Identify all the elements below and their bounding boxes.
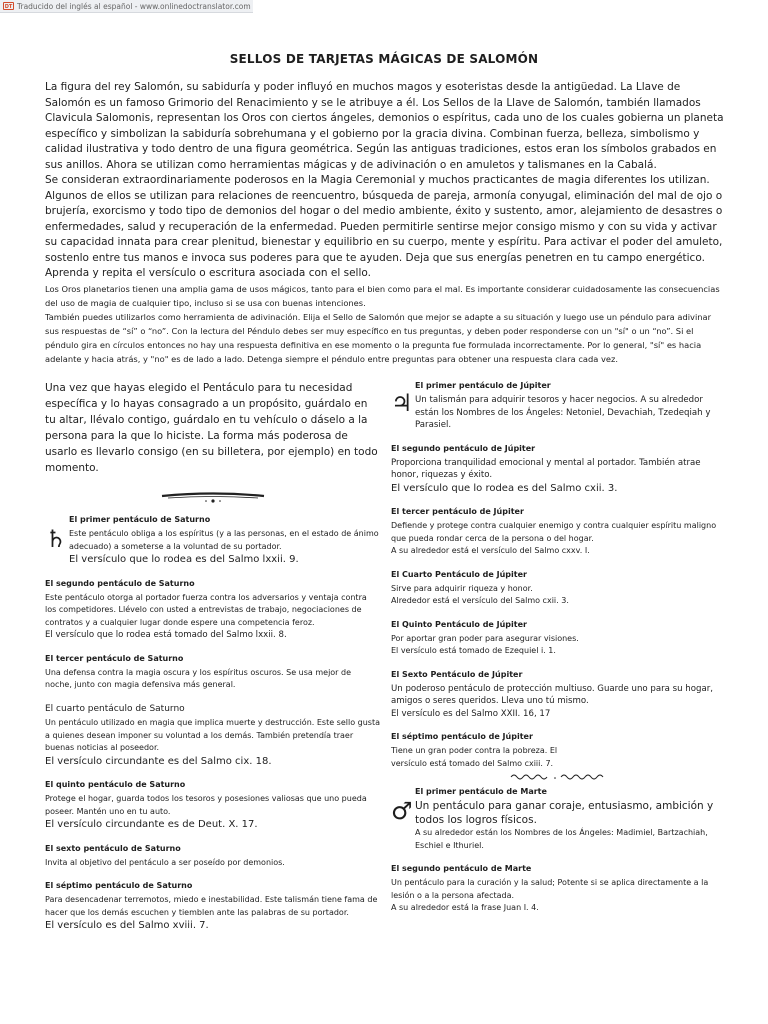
section-heading: El Cuarto Pentáculo de Júpiter — [391, 569, 527, 579]
section-verse: El versículo que lo rodea es del Salmo lxxii. 9. — [69, 554, 299, 565]
section-text: Una defensa contra la magia oscura y los espíritus oscuros. Se usa mejor de noche, junto con magia defensiva más general. — [45, 667, 352, 689]
translation-banner[interactable] — [0, 0, 253, 13]
ornament-squiggle — [509, 772, 609, 782]
section-text: Un poderoso pentáculo de protección multiuso. Guarde uno para su hogar, amigos o seres queridos. Lleva uno tú mismo. — [391, 683, 713, 706]
ornament-divider — [158, 490, 268, 504]
section-text: Un pentáculo utilizado en magia que implica muerte y destrucción. Este sello gusta a quienes desean imponer su voluntad a los demás. También pretendía traer buenas noticias al poseedor. — [45, 718, 381, 752]
section-text: Invita al objetivo del pentáculo a ser poseído por demonios. — [45, 857, 285, 867]
section-heading: El segundo pentáculo de Júpiter — [391, 443, 536, 453]
section-text: Este pentáculo otorga al portador fuerza contra los adversarios y ventaja contra los competidores. Llévelo con usted a entrevistas de trabajo, negociaciones de contratos y a cualquier lugar donde espere una competencia feroz. — [45, 592, 367, 627]
section-text: Defiende y protege contra cualquier enemigo y contra cualquier espíritu maligno que pueda rondar cerca de la persona o del hogar. — [391, 521, 717, 543]
jupiter-pentacle-6 — [391, 669, 729, 721]
section-text: Sirve para adquirir riqueza y honor. Alrededor está el versículo del Salmo cxii. 3. — [391, 583, 569, 605]
jupiter-pentacle-1 — [391, 380, 729, 432]
translate-icon: DT — [4, 4, 13, 10]
intro-paragraph-1: La figura del rey Salomón, su sabiduría y poder influyó en muchos magos y esoteristas desde la antigüedad. La Llave de Salomón es un famoso Grimorio del Renacimiento y se le atribuye a él. Los Sellos de la Llave de Salomón, también llamados Clavicula Salomonis, representan los Oros con ciertos ángeles, demonios o espíritus, cada uno de los cuales gobierna un planeta específico y simbolizan la sabiduría sobrehumana y el gobierno por la gracia divina. Combinan fuerza, belleza, simbolismo y calidad ilustrativa y todo dentro de una figura geométrica. Según las antiguas tradiciones, estos eran los símbolos grabados en sus anillos. Ahora se utilizan como herramientas mágicas y de adivinación o en amuletos y talismanes en la Cabalá. — [45, 81, 724, 171]
page-title: SELLOS DE TARJETAS MÁGICAS DE SALOMÓN — [229, 52, 539, 66]
section-verse: El versículo es del Salmo XXII. 16, 17 — [391, 708, 551, 719]
mars-symbol-icon: ♂ — [391, 797, 413, 825]
section-heading: El primer pentáculo de Saturno — [69, 515, 211, 524]
lead-paragraph: Una vez que hayas elegido el Pentáculo para tu necesidad específica y lo hayas consagrado a un propósito, guárdalo en tu altar, llévalo contigo, guárdalo en tu vehículo o dáselo a la persona para la que lo hiciste. La forma más poderosa de usarlo es llevarlo consigo (en su billetera, por ejemplo) en todo momento. — [45, 382, 378, 474]
jupiter-pentacle-2 — [391, 443, 729, 496]
section-verse: El versículo que lo rodea está tomado del Salmo lxxii. 8. — [45, 630, 287, 640]
banner-text[interactable]: Traducido del inglés al español - www.onlinedoctranslator.com — [17, 1, 251, 11]
jupiter-pentacle-3 — [391, 506, 729, 558]
section-text: Un pentáculo para ganar coraje, entusiasmo, ambición y todos los logros físicos. — [415, 800, 714, 826]
intro-section — [45, 80, 725, 366]
section-text: Un talismán para adquirir tesoros y hacer negocios. A su alrededor están los Nombres de los Ángeles: Netoniel, Devachiah, Tzedeqiah y Parasiel. — [415, 395, 711, 430]
section-text: Tiene un gran poder contra la pobreza. El versículo está tomado del Salmo cxiii. 7. — [391, 746, 558, 768]
section-heading: El primer pentáculo de Marte — [415, 787, 547, 796]
saturn-pentacle-3 — [45, 653, 380, 692]
section-heading: El segundo pentáculo de Marte — [391, 864, 532, 873]
section-text: Para desencadenar terremotos, miedo e inestabilidad. Este talismán tiene fama de hacer que los demás escuchen y tiemblen ante las palabras de su portador. — [45, 895, 378, 917]
section-text: Proporciona tranquilidad emocional y mental al portador. También atrae honor, riquezas y éxito. — [391, 457, 701, 480]
section-verse: El versículo es del Salmo xviii. 7. — [45, 920, 209, 931]
saturn-pentacle-4 — [45, 703, 380, 769]
section-verse: El versículo que lo rodea es del Salmo cxii. 3. — [391, 482, 618, 494]
section-heading: El séptimo pentáculo de Júpiter — [391, 732, 533, 741]
section-text: Este pentáculo obliga a los espíritus (y a las personas, en el estado de ánimo adecuado) a someterse a la voluntad de su portador. — [69, 529, 379, 551]
intro-paragraph-3: Los Oros planetarios tienen una amplia gama de usos mágicos, tanto para el bien como para el mal. Es importante considerar cuidadosamente las consecuencias del uso de magia de cualquier tipo, incluso si se usa con buenas intenciones. — [45, 283, 720, 308]
jupiter-pentacle-7 — [391, 731, 571, 770]
section-heading: El cuarto pentáculo de Saturno — [45, 703, 185, 714]
section-heading: El séptimo pentáculo de Saturno — [45, 881, 193, 890]
section-text: Por aportar gran poder para asegurar visiones. — [391, 633, 579, 643]
section-verse: A su alrededor están los Nombres de los Ángeles: Madimiel, Bartzachiah, Eschiel e Ithuriel. — [415, 828, 708, 850]
left-column — [45, 380, 380, 933]
section-heading: El primer pentáculo de Júpiter — [415, 381, 551, 390]
section-heading: El Sexto Pentáculo de Júpiter — [391, 669, 523, 679]
mars-pentacle-1 — [391, 786, 729, 852]
jupiter-pentacle-5 — [391, 619, 729, 658]
intro-paragraph-2: Se consideran extraordinariamente poderosos en la Magia Ceremonial y muchos practicantes de magia diferentes los utilizan. Algunos de ellos se utilizan para relaciones de reencuentro, búsqueda de pareja, armonía conyugal, eliminación del mal de ojo o brujería, exorcismo y todo tipo de demonios del hogar o del medio ambiente, éxito y sustento, amor, alejamiento de desastres o enfermedades, salud y recuperación de la enfermedad. Pueden permitirle sentirse mejor consigo mismo y con su vida y activar su capacidad innata para crear plenitud, bienestar y equilibrio en su cuerpo, mente y espíritu. Para activar el poder del amuleto, sostenlo entre tus manos e invoca sus poderes para que te ayuden. Deja que sus energías penetren en tu campo energético. Aprenda y repita el versículo o escritura asociada con el sello. — [45, 174, 723, 279]
right-column — [391, 380, 729, 915]
mars-pentacle-2 — [391, 863, 729, 915]
section-heading: El segundo pentáculo de Saturno — [45, 578, 195, 588]
intro-paragraph-4: También puedes utilizarlos como herramienta de adivinación. Elija el Sello de Salomón que mejor se adapte a su situación y luego use un péndulo para adivinar sus respuestas de “sí” o “no”. Con la lectura del Péndulo debes ser muy específico en tus preguntas, y deben poder responderse con un "sí" o un “no”. Si el péndulo gira en círculos entonces no hay una respuesta definitiva en ese momento o la pregunta fue formulada incorrectamente. Por lo general, "sí" es hacia adelante y hacia atrás, y "no" es de lado a lado. Detenga siempre el péndulo entre preguntas para obtener una respuesta clara cada vez. — [45, 311, 712, 364]
section-heading: El tercer pentáculo de Júpiter — [391, 507, 524, 516]
section-verse: El versículo está tomado de Ezequiel i. 1. — [391, 646, 556, 655]
saturn-pentacle-7 — [45, 880, 380, 933]
section-verse: A su alrededor está la frase Juan I. 4. — [391, 903, 539, 912]
section-heading: El quinto pentáculo de Saturno — [45, 780, 186, 789]
saturn-pentacle-1 — [45, 514, 380, 567]
section-heading: El Quinto Pentáculo de Júpiter — [391, 619, 527, 629]
section-text: Un pentáculo para la curación y la salud; Potente si se aplica directamente a la lesión o a la persona afectada. — [391, 878, 709, 900]
jupiter-pentacle-4 — [391, 569, 571, 608]
saturn-pentacle-2 — [45, 578, 380, 642]
section-heading: El tercer pentáculo de Saturno — [45, 653, 184, 663]
section-heading: El sexto pentáculo de Saturno — [45, 843, 181, 853]
section-verse: A su alrededor está el versículo del Salmo cxxv. I. — [391, 546, 590, 555]
jupiter-symbol-icon: ♃ — [391, 389, 413, 417]
saturn-pentacle-6 — [45, 843, 380, 870]
saturn-pentacle-5 — [45, 779, 380, 832]
saturn-symbol-icon: ♄ — [45, 525, 67, 553]
section-verse: El versículo circundante es de Deut. X. 17. — [45, 819, 258, 830]
section-verse: El versículo circundante es del Salmo cix. 18. — [45, 755, 272, 767]
section-text: Protege el hogar, guarda todos los tesoros y posesiones valiosas que uno pueda poseer. Mantén uno en tu auto. — [45, 794, 367, 816]
